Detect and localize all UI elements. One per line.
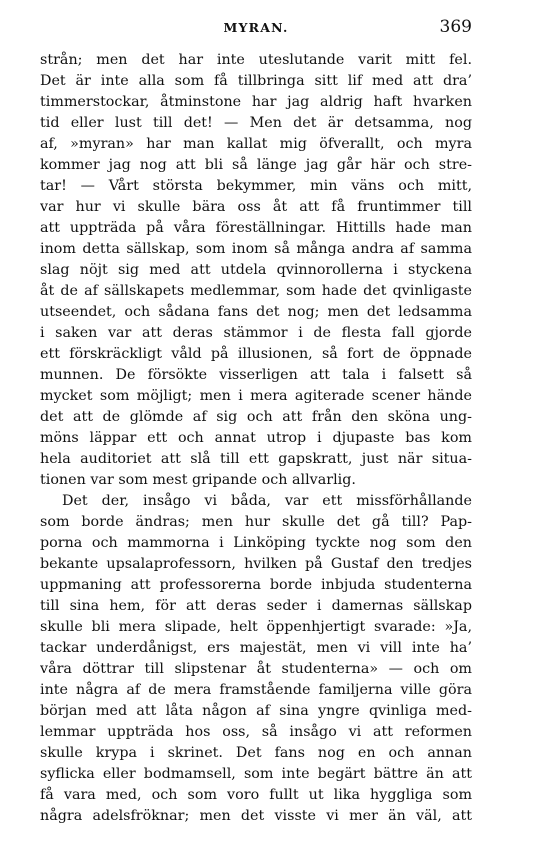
text-line: några adelsfröknar; men det visste vi mer än väl, att bbox=[40, 808, 472, 824]
text-line: möns läppar ett och annat utrop i djupaste bas kom bbox=[40, 430, 472, 446]
text-line: början med att låta någon af sina yngre qvinliga med- bbox=[40, 703, 472, 719]
text-line: timmerstockar, åtminstone har jag aldrig haft hvarken bbox=[40, 94, 472, 110]
text-line: som borde ändras; men hur skulle det gå till? Pap- bbox=[40, 514, 472, 530]
text-line: i saken var att deras stämmor i de flesta fall gjorde bbox=[40, 325, 472, 341]
text-line: syflicka eller bodmamsell, som inte begärt bättre än att bbox=[40, 766, 472, 782]
paragraph-last-line: tionen var som mest gripande och allvarlig. bbox=[40, 472, 356, 488]
text-line: uppmaning att professorerna borde inbjuda studenterna bbox=[40, 577, 472, 593]
text-line: tar! — Vårt största bekymmer, min väns och mitt, bbox=[40, 178, 472, 194]
text-line: bekante upsalaprofessorn, hvilken på Gustaf den tredjes bbox=[40, 556, 472, 572]
text-line: till sina hem, för att deras seder i damernas sällskap bbox=[40, 598, 472, 614]
text-line: inom detta sällskap, som inom så många andra af samma bbox=[40, 241, 472, 257]
text-line: utseendet, och sådana fans det nog; men det ledsamma bbox=[40, 304, 472, 320]
text-line: var hur vi skulle bära oss åt att få fruntimmer till bbox=[40, 199, 472, 215]
text-line: skulle krypa i skrinet. Det fans nog en och annan bbox=[40, 745, 472, 761]
text-line: tackar underdånigst, ers majestät, men vi vill inte ha’ bbox=[40, 640, 472, 656]
text-line: ett förskräckligt våld på illusionen, så fort de öppnade bbox=[40, 346, 472, 362]
text-line: slag nöjt sig med att utdela qvinnorollerna i styckena bbox=[40, 262, 472, 278]
text-line: af, »myran» har man kallat mig öfverallt, och myra bbox=[40, 136, 472, 152]
running-title: MYRAN. bbox=[223, 20, 289, 35]
text-line: tid eller lust till det! — Men det är detsamma, nog bbox=[40, 115, 472, 131]
text-line: åt de af sällskapets medlemmar, som hade det qvinligaste bbox=[40, 283, 472, 299]
page-number: 369 bbox=[439, 17, 472, 37]
text-line: inte några af de mera framstående familjerna ville göra bbox=[40, 682, 472, 698]
text-line: kommer jag nog att bli så länge jag går här och stre- bbox=[40, 157, 472, 173]
paragraph-first-line: Det der, insågo vi båda, var ett missförhållande bbox=[62, 493, 472, 509]
text-line: få vara med, och som voro fullt ut lika hyggliga som bbox=[40, 787, 472, 803]
text-line: munnen. De försökte visserligen att tala i falsett så bbox=[40, 367, 472, 383]
text-line: det att de glömde af sig och att från den sköna ung- bbox=[40, 409, 472, 425]
text-line: lemmar uppträda hos oss, så insågo vi att reformen bbox=[40, 724, 472, 740]
running-head bbox=[40, 17, 472, 39]
text-line: att uppträda på våra föreställningar. Hittills hade man bbox=[40, 220, 472, 236]
body-text bbox=[40, 50, 472, 827]
text-line: porna och mammorna i Linköping tyckte nog som den bbox=[40, 535, 472, 551]
text-line: skulle bli mera slipade, helt öppenhjertigt svarade: »Ja, bbox=[40, 619, 472, 635]
text-line: Det är inte alla som få tillbringa sitt lif med att dra’ bbox=[40, 73, 472, 89]
text-line: strån; men det har inte uteslutande varit mitt fel. bbox=[40, 52, 472, 68]
text-line: hela auditoriet att slå till ett gapskratt, just när situa- bbox=[40, 451, 472, 467]
text-line: mycket som möjligt; men i mera agiterade scener hände bbox=[40, 388, 472, 404]
text-line: våra döttrar till slipstenar åt studenterna» — och om bbox=[40, 661, 472, 677]
